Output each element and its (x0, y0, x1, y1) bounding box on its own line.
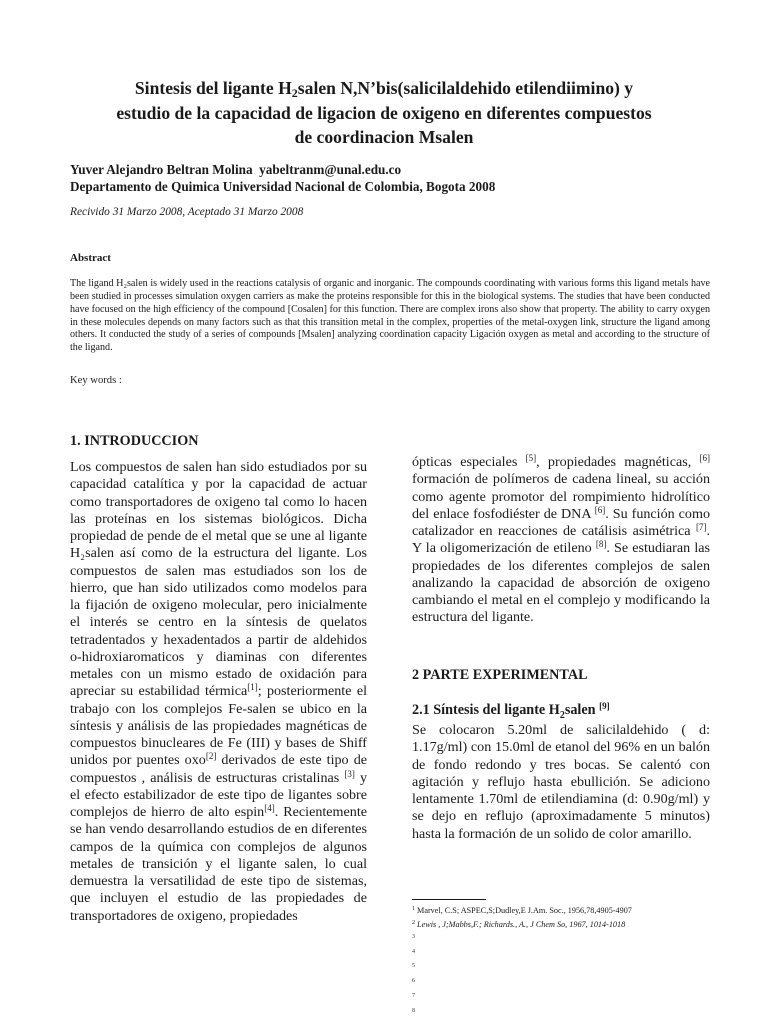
citation-ref: [6] (594, 504, 606, 515)
citation-ref: [3] (344, 768, 355, 779)
abstract-body: The ligand H₂salen is widely used in the reactions catalysis of organic and inorganic. The compounds coordinating with various forms this ligand metals have been studied in processes simulation oxygen carriers as make the proteins responsible for this in the biological systems. The studies that have been conducted have focused on the high efficiency of the compound [Cosalen] for this function. There are complex irons also show that property. The ability to carry oxygen in these molecules depends on many factors such as that this transition metal in the complex, properties of the metal-oxygen link, structure the ligand among others. It conducted the study of a series of compounds [Msalen] analyzing coordination capacity Ligación oxygen as metal and according to the structure of the ligand. (70, 278, 710, 354)
footnote-number-6: 6 (412, 978, 415, 984)
intro-column (70, 459, 367, 925)
abstract-heading: Abstract (70, 252, 111, 264)
author-name-email: Yuver Alejandro Beltran Molina yabeltranm@unal.edu.co (70, 162, 402, 177)
footnote-number-4: 4 (412, 949, 415, 955)
subheading-subscript: 2 (559, 709, 565, 721)
intro-text-4: y el efecto estabilizador de este tipo de ligantes sobre complejos de hierro de alto espin (70, 769, 367, 820)
citation-ref: [6] (699, 453, 711, 463)
footnote-number-3: 3 (412, 934, 415, 940)
rc-text-6: . Se estudiaran las propiedades de los diferentes complejos de salen analizando la capacidad de absorción de oxigeno cambiando el metal en el complejo y modificando la estructura del ligante. (412, 540, 710, 626)
intro-continued-column (412, 454, 710, 627)
title-line1-start: Sintesis del ligante H (134, 78, 292, 98)
paper-title (60, 76, 708, 150)
citation-ref: [2] (205, 751, 217, 762)
subheading-text: 2.1 Síntesis del ligante H (412, 702, 560, 718)
rc-text-1: ópticas especiales (412, 454, 526, 470)
title-subscript: 2 (291, 86, 298, 100)
experimental-heading: 2 PARTE EXPERIMENTAL (412, 667, 588, 683)
footnote-text: Marvel, C.S; ASPEC,S;Dudley,E J.Am. Soc., 1956,78,4905-4907 (415, 906, 632, 915)
citation-ref: [7] (695, 522, 707, 532)
intro-heading: 1. INTRODUCCION (70, 433, 199, 449)
title-line3: de coordinacion Msalen (294, 127, 474, 147)
intro-paragraph (70, 459, 367, 925)
rc-text-4: . Su función como catalizador en reacciones de catálisis asimétrica (412, 505, 710, 539)
author-affiliation: Departamento de Quimica Universidad Nacional de Colombia, Bogota 2008 (70, 179, 496, 194)
footnote-text: Lewis , J;Mabbs,F.; Richards., A., J Chem So, 1967, 1014-1018 (415, 920, 626, 929)
received-date: Recivido 31 Marzo 2008, Aceptado 31 Marzo 2008 (70, 206, 304, 218)
author-block (70, 161, 495, 195)
intro-text-1: Los compuestos de salen han sido estudiados por su capacidad catalítica y por la capacidad de actuar como transportadores de oxigeno tal como lo hacen las proteínas en los sistemas biológicos. Dicha propiedad de pende de el metal que se une al ligante H₂salen así como de la estructura del ligante. Los compuestos de salen mas estudiados son los de hierro, que han sido utilizados como modelos para la fijación de oxigeno molecular, pero inicialmente el interés se centro en la síntesis de quelatos tetradentados y hexadentados a partir de aldehidos o-hidroxiaromaticos y diaminas con diferentes metales con un mismo estado de oxidación para apreciar su estabilidad térmica (70, 459, 367, 700)
subheading-text-end: salen (564, 702, 596, 718)
keywords-label: Key words : (70, 375, 122, 386)
synthesis-paragraph: Se colocaron 5.20ml de salicilaldehido ( d: 1.17g/ml) con 15.0ml de etanol del 96% en un balón de fondo redondo y tres bocas. Se calentó con agitación y reflujo hasta ebullición. Se adiciono lentamente 1.70ml de etilendiamina (d: 0.90g/ml) y se dejo en reflujo (aproximadamente 5 minutos) hasta la formación de un solido de color amarillo. (412, 722, 710, 842)
citation-ref: [8] (595, 539, 607, 550)
footnote-number-5: 5 (412, 963, 415, 969)
title-line1-end: salen N,N’bis(salicilaldehido etilendiimino) y (297, 78, 634, 98)
rc-text-2: , propiedades magnéticas, (536, 454, 700, 470)
footnote-1 (412, 906, 632, 916)
synthesis-column (412, 722, 710, 843)
citation-ref: [1] (247, 682, 258, 693)
citation-ref: [9] (599, 701, 610, 711)
title-line2: estudio de la capacidad de ligacion de oxigeno en diferentes compuestos (116, 102, 652, 123)
intro-text-3: derivados de este tipo de compuestos , análisis de estructuras cristalinas (70, 752, 367, 786)
citation-ref: [4] (264, 803, 275, 813)
intro-continued-paragraph (412, 454, 710, 627)
footnote-divider (412, 899, 486, 900)
rc-text-5: . Y la oligomerización de etileno (412, 523, 710, 557)
footnote-number: 2 (412, 920, 415, 926)
citation-ref: [5] (525, 453, 537, 463)
synthesis-subheading (412, 702, 610, 719)
intro-text-2: ; posteriormente el trabajo con los complejos Fe-salen se ubico en la síntesis y análisis de las propiedades magnéticas de compuestos binucleares de Fe (III) y bases de Shiff unidos por puentes oxo (70, 683, 367, 769)
footnote-2 (412, 920, 625, 930)
rc-text-3: formación de polímeros de cadena lineal, su acción como agente promotor del rompimiento hidrolítico del enlace fosfodiéster de DNA (412, 471, 710, 522)
intro-text-5: . Recientemente se han vendo desarrollando estudios de en diferentes campos de la química con complejos de algunos metales de transición y el ligante salen, lo cual demuestra la versatilidad de este tipo de sistemas, que incluyen el estudio de las propiedades de transportadores de oxigeno, propiedades (70, 804, 367, 924)
footnote-number: 1 (412, 906, 415, 912)
footnote-number-8: 8 (412, 1008, 415, 1014)
footnote-number-7: 7 (412, 993, 415, 999)
